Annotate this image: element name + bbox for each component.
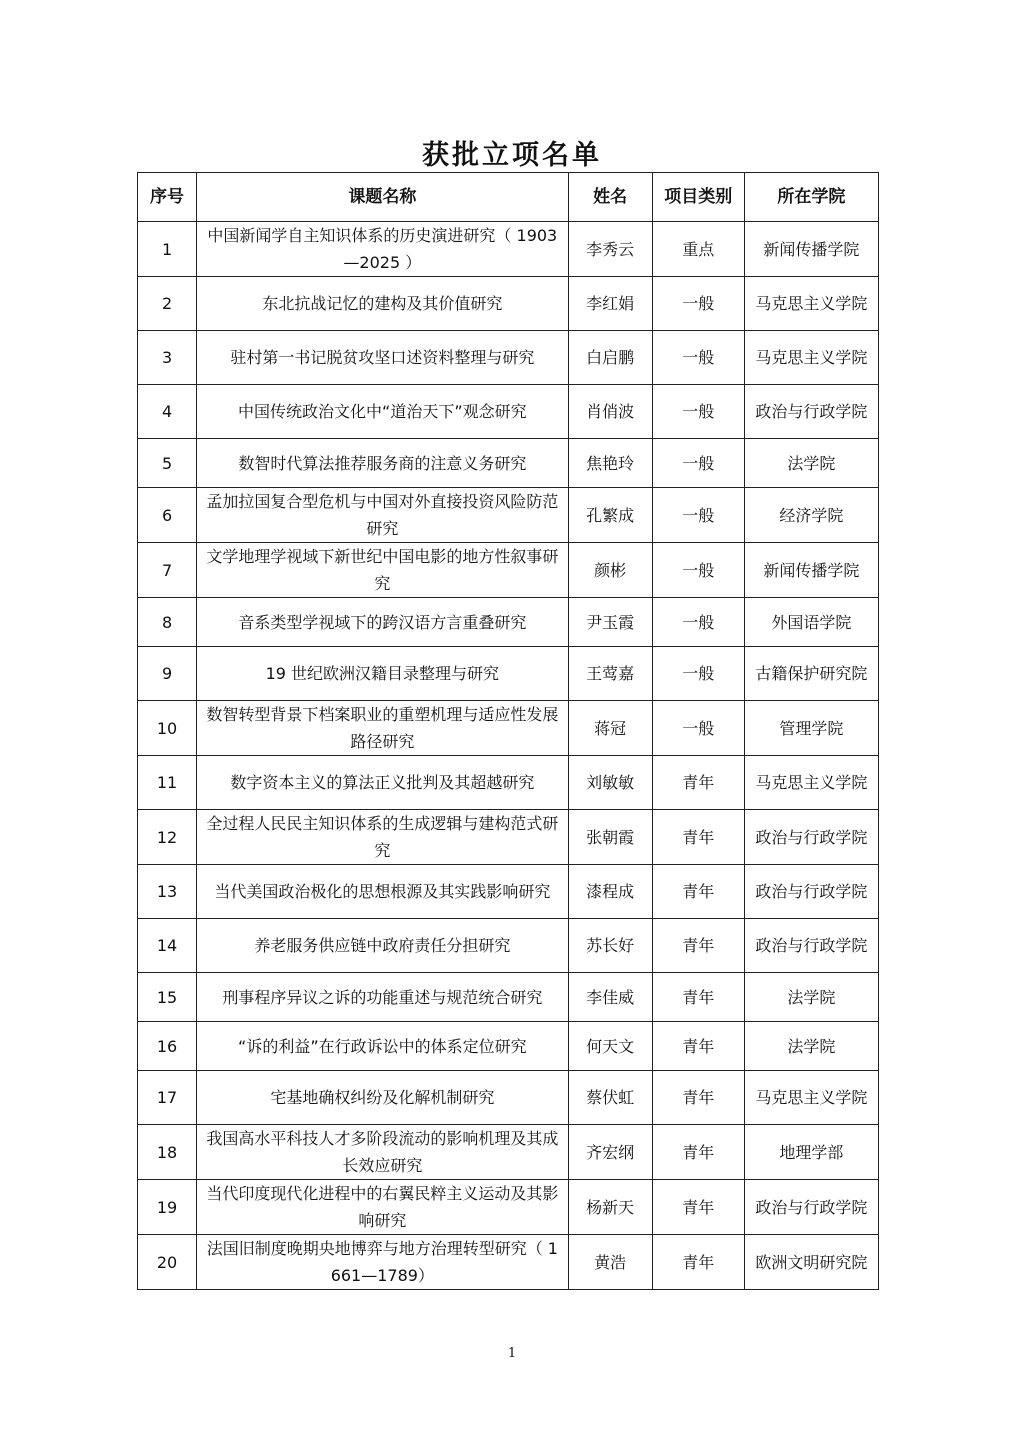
cell-no: 18 <box>138 1125 197 1180</box>
table-row <box>138 439 879 488</box>
table-row <box>138 647 879 701</box>
cell-category: 青年 <box>652 973 744 1022</box>
table-row <box>138 277 879 331</box>
table-header-row <box>138 173 879 222</box>
cell-no: 5 <box>138 439 197 488</box>
cell-title: 养老服务供应链中政府责任分担研究 <box>197 919 569 973</box>
cell-department: 政治与行政学院 <box>744 865 878 919</box>
cell-category: 一般 <box>652 277 744 331</box>
cell-department: 马克思主义学院 <box>744 756 878 810</box>
table-row <box>138 865 879 919</box>
cell-name: 颜彬 <box>568 543 652 598</box>
table-row <box>138 973 879 1022</box>
cell-title: 音系类型学视域下的跨汉语方言重叠研究 <box>197 598 569 647</box>
cell-title: 当代印度现代化进程中的右翼民粹主义运动及其影响研究 <box>197 1180 569 1235</box>
table-row <box>138 222 879 277</box>
cell-category: 青年 <box>652 1125 744 1180</box>
cell-category: 青年 <box>652 1235 744 1290</box>
cell-no: 10 <box>138 701 197 756</box>
cell-category: 一般 <box>652 701 744 756</box>
cell-category: 一般 <box>652 543 744 598</box>
cell-category: 一般 <box>652 598 744 647</box>
cell-no: 7 <box>138 543 197 598</box>
cell-category: 青年 <box>652 919 744 973</box>
cell-no: 15 <box>138 973 197 1022</box>
cell-category: 一般 <box>652 488 744 543</box>
table-row <box>138 1022 879 1071</box>
cell-name: 李红娟 <box>568 277 652 331</box>
cell-name: 李佳威 <box>568 973 652 1022</box>
cell-name: 何天文 <box>568 1022 652 1071</box>
cell-title: 东北抗战记忆的建构及其价值研究 <box>197 277 569 331</box>
cell-department: 新闻传播学院 <box>744 222 878 277</box>
cell-title: 法国旧制度晚期央地博弈与地方治理转型研究（ 1661—1789） <box>197 1235 569 1290</box>
cell-name: 孔繁成 <box>568 488 652 543</box>
cell-department: 经济学院 <box>744 488 878 543</box>
cell-department: 地理学部 <box>744 1125 878 1180</box>
cell-no: 3 <box>138 331 197 385</box>
table-row <box>138 1125 879 1180</box>
table-row <box>138 331 879 385</box>
header-no: 序号 <box>138 173 197 222</box>
cell-name: 刘敏敏 <box>568 756 652 810</box>
page-number: 1 <box>507 1346 517 1361</box>
cell-department: 政治与行政学院 <box>744 919 878 973</box>
cell-category: 一般 <box>652 439 744 488</box>
cell-name: 黄浩 <box>568 1235 652 1290</box>
cell-category: 一般 <box>652 385 744 439</box>
cell-no: 8 <box>138 598 197 647</box>
cell-title: 19 世纪欧洲汉籍目录整理与研究 <box>197 647 569 701</box>
cell-title: 宅基地确权纠纷及化解机制研究 <box>197 1071 569 1125</box>
table-row <box>138 1180 879 1235</box>
cell-category: 青年 <box>652 1180 744 1235</box>
cell-department: 新闻传播学院 <box>744 543 878 598</box>
cell-department: 马克思主义学院 <box>744 331 878 385</box>
cell-category: 一般 <box>652 331 744 385</box>
header-name: 姓名 <box>568 173 652 222</box>
cell-name: 白启鹏 <box>568 331 652 385</box>
cell-name: 蒋冠 <box>568 701 652 756</box>
cell-no: 14 <box>138 919 197 973</box>
table-row <box>138 1071 879 1125</box>
cell-no: 20 <box>138 1235 197 1290</box>
cell-name: 王莺嘉 <box>568 647 652 701</box>
cell-no: 6 <box>138 488 197 543</box>
cell-no: 13 <box>138 865 197 919</box>
header-category: 项目类别 <box>652 173 744 222</box>
table-row <box>138 701 879 756</box>
cell-category: 一般 <box>652 647 744 701</box>
table-row <box>138 756 879 810</box>
cell-title: 中国传统政治文化中“道治天下”观念研究 <box>197 385 569 439</box>
cell-title: 当代美国政治极化的思想根源及其实践影响研究 <box>197 865 569 919</box>
cell-no: 12 <box>138 810 197 865</box>
cell-department: 法学院 <box>744 439 878 488</box>
cell-category: 青年 <box>652 1071 744 1125</box>
cell-no: 2 <box>138 277 197 331</box>
cell-title: 驻村第一书记脱贫攻坚口述资料整理与研究 <box>197 331 569 385</box>
cell-name: 焦艳玲 <box>568 439 652 488</box>
cell-department: 法学院 <box>744 973 878 1022</box>
cell-name: 苏长好 <box>568 919 652 973</box>
cell-title: 中国新闻学自主知识体系的历史演进研究（ 1903—2025 ） <box>197 222 569 277</box>
cell-category: 青年 <box>652 865 744 919</box>
cell-department: 法学院 <box>744 1022 878 1071</box>
cell-title: 数智转型背景下档案职业的重塑机理与适应性发展路径研究 <box>197 701 569 756</box>
cell-title: 刑事程序异议之诉的功能重述与规范统合研究 <box>197 973 569 1022</box>
cell-department: 政治与行政学院 <box>744 385 878 439</box>
cell-department: 外国语学院 <box>744 598 878 647</box>
cell-category: 青年 <box>652 756 744 810</box>
cell-department: 政治与行政学院 <box>744 810 878 865</box>
cell-no: 9 <box>138 647 197 701</box>
cell-no: 19 <box>138 1180 197 1235</box>
cell-title: 全过程人民民主知识体系的生成逻辑与建构范式研究 <box>197 810 569 865</box>
cell-title: 数智时代算法推荐服务商的注意义务研究 <box>197 439 569 488</box>
cell-name: 张朝霞 <box>568 810 652 865</box>
cell-name: 杨新天 <box>568 1180 652 1235</box>
cell-department: 管理学院 <box>744 701 878 756</box>
cell-category: 重点 <box>652 222 744 277</box>
cell-title: 数字资本主义的算法正义批判及其超越研究 <box>197 756 569 810</box>
cell-title: “诉的利益”在行政诉讼中的体系定位研究 <box>197 1022 569 1071</box>
cell-department: 马克思主义学院 <box>744 277 878 331</box>
cell-no: 17 <box>138 1071 197 1125</box>
cell-name: 蔡伏虹 <box>568 1071 652 1125</box>
cell-name: 尹玉霞 <box>568 598 652 647</box>
table-row <box>138 598 879 647</box>
cell-name: 漆程成 <box>568 865 652 919</box>
cell-category: 青年 <box>652 1022 744 1071</box>
header-title: 课题名称 <box>197 173 569 222</box>
table-row <box>138 919 879 973</box>
cell-title: 文学地理学视域下新世纪中国电影的地方性叙事研究 <box>197 543 569 598</box>
cell-category: 青年 <box>652 810 744 865</box>
cell-no: 1 <box>138 222 197 277</box>
cell-no: 16 <box>138 1022 197 1071</box>
cell-title: 孟加拉国复合型危机与中国对外直接投资风险防范研究 <box>197 488 569 543</box>
table-row <box>138 385 879 439</box>
header-department: 所在学院 <box>744 173 878 222</box>
cell-name: 齐宏纲 <box>568 1125 652 1180</box>
cell-no: 4 <box>138 385 197 439</box>
cell-department: 政治与行政学院 <box>744 1180 878 1235</box>
table-row <box>138 1235 879 1290</box>
cell-title: 我国高水平科技人才多阶段流动的影响机理及其成长效应研究 <box>197 1125 569 1180</box>
table-row <box>138 543 879 598</box>
cell-department: 马克思主义学院 <box>744 1071 878 1125</box>
cell-name: 李秀云 <box>568 222 652 277</box>
cell-no: 11 <box>138 756 197 810</box>
page-title: 获批立项名单 <box>422 140 602 171</box>
project-table <box>137 172 879 1290</box>
table-row <box>138 488 879 543</box>
cell-department: 欧洲文明研究院 <box>744 1235 878 1290</box>
table-row <box>138 810 879 865</box>
cell-name: 肖俏波 <box>568 385 652 439</box>
cell-department: 古籍保护研究院 <box>744 647 878 701</box>
